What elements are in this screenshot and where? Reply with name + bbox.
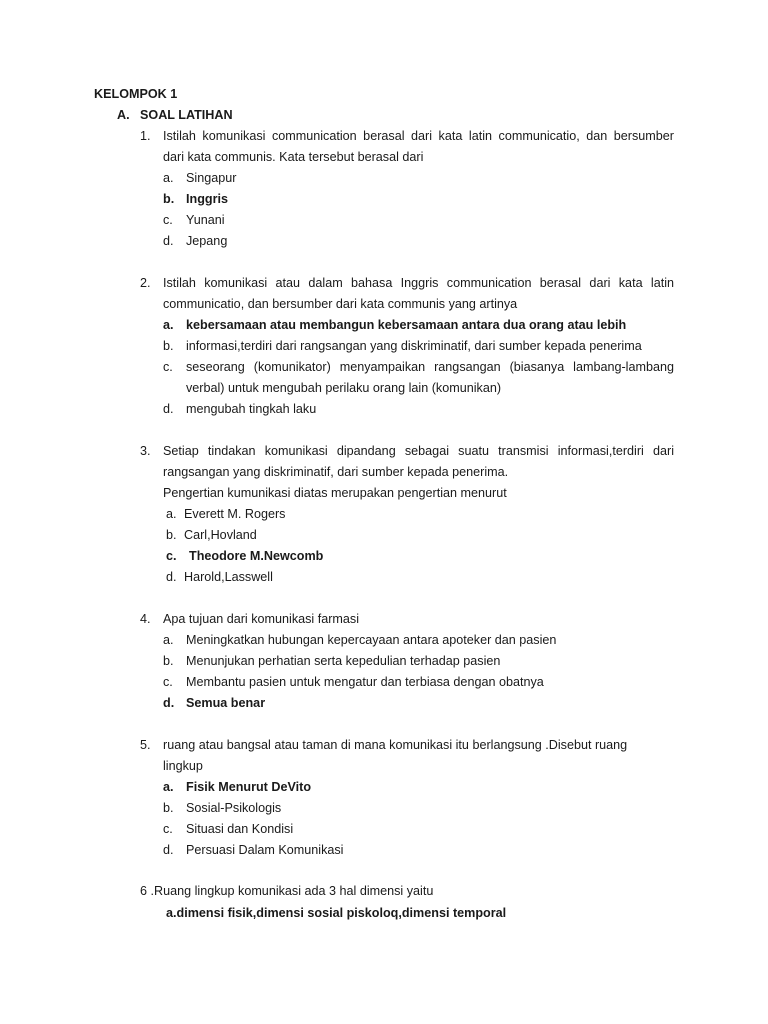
answer-text: a.dimensi fisik,dimensi sosial piskoloq,dimensi temporal bbox=[166, 906, 507, 920]
option-text: Jepang bbox=[186, 234, 228, 248]
option-text: informasi,terdiri dari rangsangan yang diskriminatif, dari sumber kepada penerima bbox=[186, 339, 642, 353]
option-text: Harold,Lasswell bbox=[184, 570, 273, 584]
group-heading: KELOMPOK 1 bbox=[94, 87, 178, 101]
question-number: 1. bbox=[140, 129, 151, 143]
option-letter: c. bbox=[163, 213, 173, 227]
question-text: Pengertian kumunikasi diatas merupakan pengertian menurut bbox=[163, 486, 507, 500]
option-text-correct: Fisik Menurut DeVito bbox=[186, 780, 312, 794]
question-text: 6 .Ruang lingkup komunikasi ada 3 hal dimensi yaitu bbox=[140, 884, 434, 898]
question-text: Setiap tindakan komunikasi dipandang sebagai suatu transmisi informasi,terdiri dari bbox=[163, 444, 674, 458]
option-letter: d. bbox=[163, 402, 174, 416]
option-text: Singapur bbox=[186, 171, 237, 185]
option-letter: a. bbox=[166, 507, 177, 521]
option-text: seseorang (komunikator) menyampaikan rangsangan (biasanya lambang-lambang bbox=[186, 360, 674, 374]
option-letter: b. bbox=[163, 339, 174, 353]
option-text-correct: Inggris bbox=[186, 192, 228, 206]
question-text: Istilah komunikasi communication berasal dari kata latin communicatio, dan bersumber bbox=[163, 129, 674, 143]
question-number: 2. bbox=[140, 276, 151, 290]
question-number: 4. bbox=[140, 612, 151, 626]
question-text: dari kata communis. Kata tersebut berasal dari bbox=[163, 150, 424, 164]
option-letter-correct: b. bbox=[163, 192, 175, 206]
option-text-correct: Theodore M.Newcomb bbox=[189, 549, 324, 563]
option-text: Everett M. Rogers bbox=[184, 507, 286, 521]
option-letter: a. bbox=[163, 171, 174, 185]
question-number: 5. bbox=[140, 738, 151, 752]
option-letter: c. bbox=[163, 360, 173, 374]
option-text: Persuasi Dalam Komunikasi bbox=[186, 843, 344, 857]
option-text: Sosial-Psikologis bbox=[186, 801, 282, 815]
option-text: Meningkatkan hubungan kepercayaan antara apoteker dan pasien bbox=[186, 633, 557, 647]
option-letter: a. bbox=[163, 633, 174, 647]
option-letter: c. bbox=[163, 675, 173, 689]
question-text: lingkup bbox=[163, 759, 203, 773]
question-text: communicatio, dan bersumber dari kata communis yang artinya bbox=[163, 297, 518, 311]
option-letter: c. bbox=[163, 822, 173, 836]
option-text: Situasi dan Kondisi bbox=[186, 822, 294, 836]
section-letter: A. bbox=[117, 108, 130, 122]
option-text-correct: kebersamaan atau membangun kebersamaan antara dua orang atau lebih bbox=[186, 318, 627, 332]
section-title: SOAL LATIHAN bbox=[140, 108, 233, 122]
option-text: Menunjukan perhatian serta kepedulian terhadap pasien bbox=[186, 654, 501, 668]
option-letter: b. bbox=[166, 528, 177, 542]
option-letter: d. bbox=[163, 843, 174, 857]
option-text-correct: Semua benar bbox=[186, 696, 266, 710]
option-text: Yunani bbox=[186, 213, 225, 227]
option-text-continued: verbal) untuk mengubah perilaku orang lain (komunikan) bbox=[186, 381, 502, 395]
option-letter-correct: a. bbox=[163, 780, 174, 794]
option-letter: b. bbox=[163, 801, 174, 815]
option-letter-correct: d. bbox=[163, 696, 175, 710]
option-text: mengubah tingkah laku bbox=[186, 402, 317, 416]
option-letter: b. bbox=[163, 654, 174, 668]
option-letter-correct: c. bbox=[166, 549, 177, 563]
question-text: rangsangan yang diskriminatif, dari sumber kepada penerima. bbox=[163, 465, 509, 479]
option-text: Membantu pasien untuk mengatur dan terbiasa dengan obatnya bbox=[186, 675, 544, 689]
option-text: Carl,Hovland bbox=[184, 528, 257, 542]
question-text: ruang atau bangsal atau taman di mana komunikasi itu berlangsung .Disebut ruang bbox=[163, 738, 628, 752]
option-letter: d. bbox=[163, 234, 174, 248]
question-text: Istilah komunikasi atau dalam bahasa Inggris communication berasal dari kata latin bbox=[163, 276, 674, 290]
question-number: 3. bbox=[140, 444, 151, 458]
option-letter: d. bbox=[166, 570, 177, 584]
question-text: Apa tujuan dari komunikasi farmasi bbox=[163, 612, 359, 626]
option-letter-correct: a. bbox=[163, 318, 174, 332]
